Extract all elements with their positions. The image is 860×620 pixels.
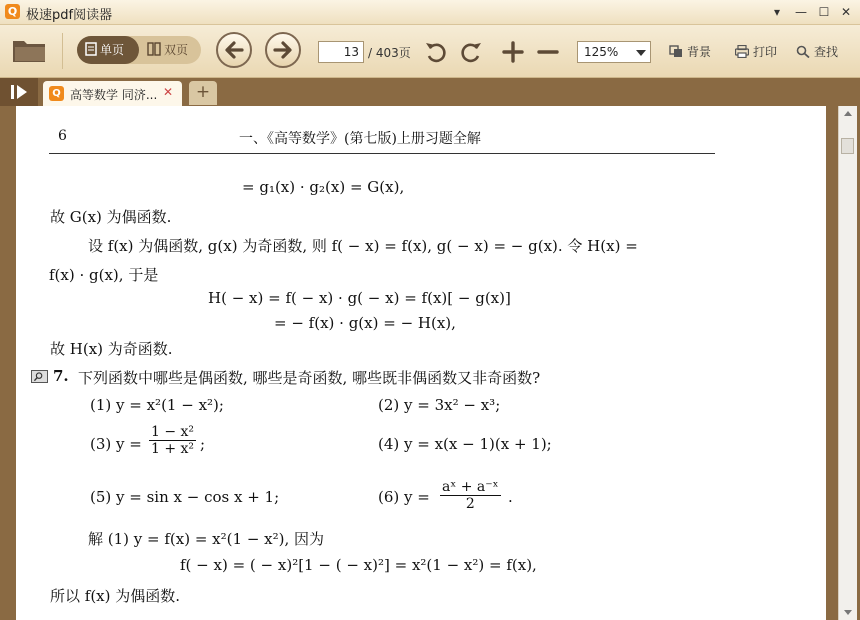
tab-document[interactable] [43, 81, 182, 106]
text-line: = g₁(x) · g₂(x) = G(x), [242, 178, 405, 196]
page-header: 一、《高等数学》(第七版)上册习题全解 [239, 131, 481, 147]
problem-item: (2) y = 3x² − x³; [378, 396, 501, 414]
fraction-denominator: 1 + x² [151, 441, 195, 457]
page-view-toggle [77, 36, 201, 64]
double-page-icon [147, 42, 161, 56]
printer-icon [735, 45, 749, 58]
chevron-down-icon [636, 50, 646, 56]
title-bar [0, 0, 860, 25]
menu-dropdown-icon[interactable]: ▾ [773, 5, 781, 19]
fraction-numerator: 1 − x² [151, 424, 195, 440]
minimize-button[interactable]: — [795, 5, 807, 19]
text-line: f(x) · g(x), 于是 [49, 266, 159, 284]
toolbar-divider [62, 33, 63, 69]
problem-item: (3) y = [90, 435, 142, 453]
new-tab-button[interactable]: + [189, 81, 217, 105]
arrow-right-icon [267, 34, 299, 66]
document-viewer[interactable] [0, 106, 860, 620]
toolbar [0, 25, 860, 78]
double-page-button[interactable] [143, 36, 201, 64]
problem-item: (5) y = sin x − cos x + 1; [90, 488, 280, 506]
solution-line: 解 (1) y = f(x) = x²(1 − x²), 因为 [88, 530, 325, 548]
print-label: 打印 [753, 45, 778, 59]
double-page-label: 双页 [164, 43, 189, 57]
scroll-down-icon[interactable] [844, 610, 852, 615]
rotate-left-icon[interactable] [423, 39, 449, 65]
zoom-value: 125% [584, 45, 619, 59]
page-number-input[interactable]: 13 [318, 41, 364, 63]
page-number: 6 [58, 128, 67, 144]
single-page-label: 单页 [100, 43, 125, 57]
background-icon [669, 45, 683, 58]
zoom-out-icon[interactable] [535, 39, 561, 65]
maximize-button[interactable]: ☐ [818, 5, 830, 19]
problem-item: (6) y = [378, 488, 430, 506]
total-pages-label: / 403页 [368, 46, 411, 60]
search-button[interactable] [796, 43, 838, 60]
previous-page-button[interactable] [216, 32, 252, 68]
vertical-scrollbar[interactable] [838, 106, 857, 620]
open-folder-icon[interactable] [12, 37, 46, 63]
punctuation: . [508, 488, 513, 506]
zoom-select[interactable] [577, 41, 651, 63]
next-page-button[interactable] [265, 32, 301, 68]
search-icon [796, 45, 810, 58]
problem-number: 7. [53, 367, 69, 385]
pdf-page [16, 106, 826, 620]
zoom-in-icon[interactable] [500, 39, 526, 65]
text-line: = − f(x) · g(x) = − H(x), [274, 314, 456, 332]
close-button[interactable]: ✕ [840, 5, 852, 19]
arrow-left-icon [218, 34, 250, 66]
background-label: 背景 [687, 45, 712, 59]
sidebar-toggle-button[interactable] [0, 78, 38, 106]
solution-line: f( − x) = ( − x)²[1 − ( − x)²] = x²(1 − x²) = f(x), [180, 556, 537, 574]
background-button[interactable] [669, 43, 711, 60]
single-page-icon [85, 42, 97, 56]
window-title: 极速pdf阅读器 [26, 8, 113, 23]
pdf-document-icon: Q [49, 86, 64, 101]
solution-line: 所以 f(x) 为偶函数. [50, 587, 181, 605]
print-button[interactable] [735, 43, 777, 60]
magnifier-note-icon [31, 370, 48, 383]
punctuation: ; [200, 435, 206, 453]
rotate-right-icon[interactable] [458, 39, 484, 65]
text-line: 故 H(x) 为奇函数. [50, 340, 173, 358]
sidebar-toggle-icon [0, 78, 38, 106]
tab-label: 高等数学 同济... [70, 88, 158, 102]
text-line: 故 G(x) 为偶函数. [50, 208, 172, 226]
search-label: 查找 [814, 45, 839, 59]
tab-close-icon[interactable]: ✕ [163, 85, 174, 99]
app-logo-icon: Q [5, 4, 20, 19]
problem-item: (4) y = x(x − 1)(x + 1); [378, 435, 552, 453]
problem-text: 下列函数中哪些是偶函数, 哪些是奇函数, 哪些既非偶函数又非奇函数? [78, 369, 541, 387]
tab-bar [0, 78, 860, 106]
header-rule [49, 153, 715, 154]
fraction-numerator: aˣ + a⁻ˣ [442, 479, 499, 495]
single-page-button[interactable] [77, 36, 139, 64]
fraction [149, 424, 196, 457]
problem-item: (1) y = x²(1 − x²); [90, 396, 224, 414]
text-line: H( − x) = f( − x) · g( − x) = f(x)[ − g(x)] [208, 289, 511, 307]
fraction-denominator: 2 [465, 496, 475, 512]
scroll-up-icon[interactable] [844, 111, 852, 116]
text-line: 设 f(x) 为偶函数, g(x) 为奇函数, 则 f( − x) = f(x), g( − x) = − g(x). 令 H(x) = [88, 237, 638, 255]
fraction [440, 479, 501, 512]
scrollbar-thumb[interactable] [841, 138, 854, 154]
